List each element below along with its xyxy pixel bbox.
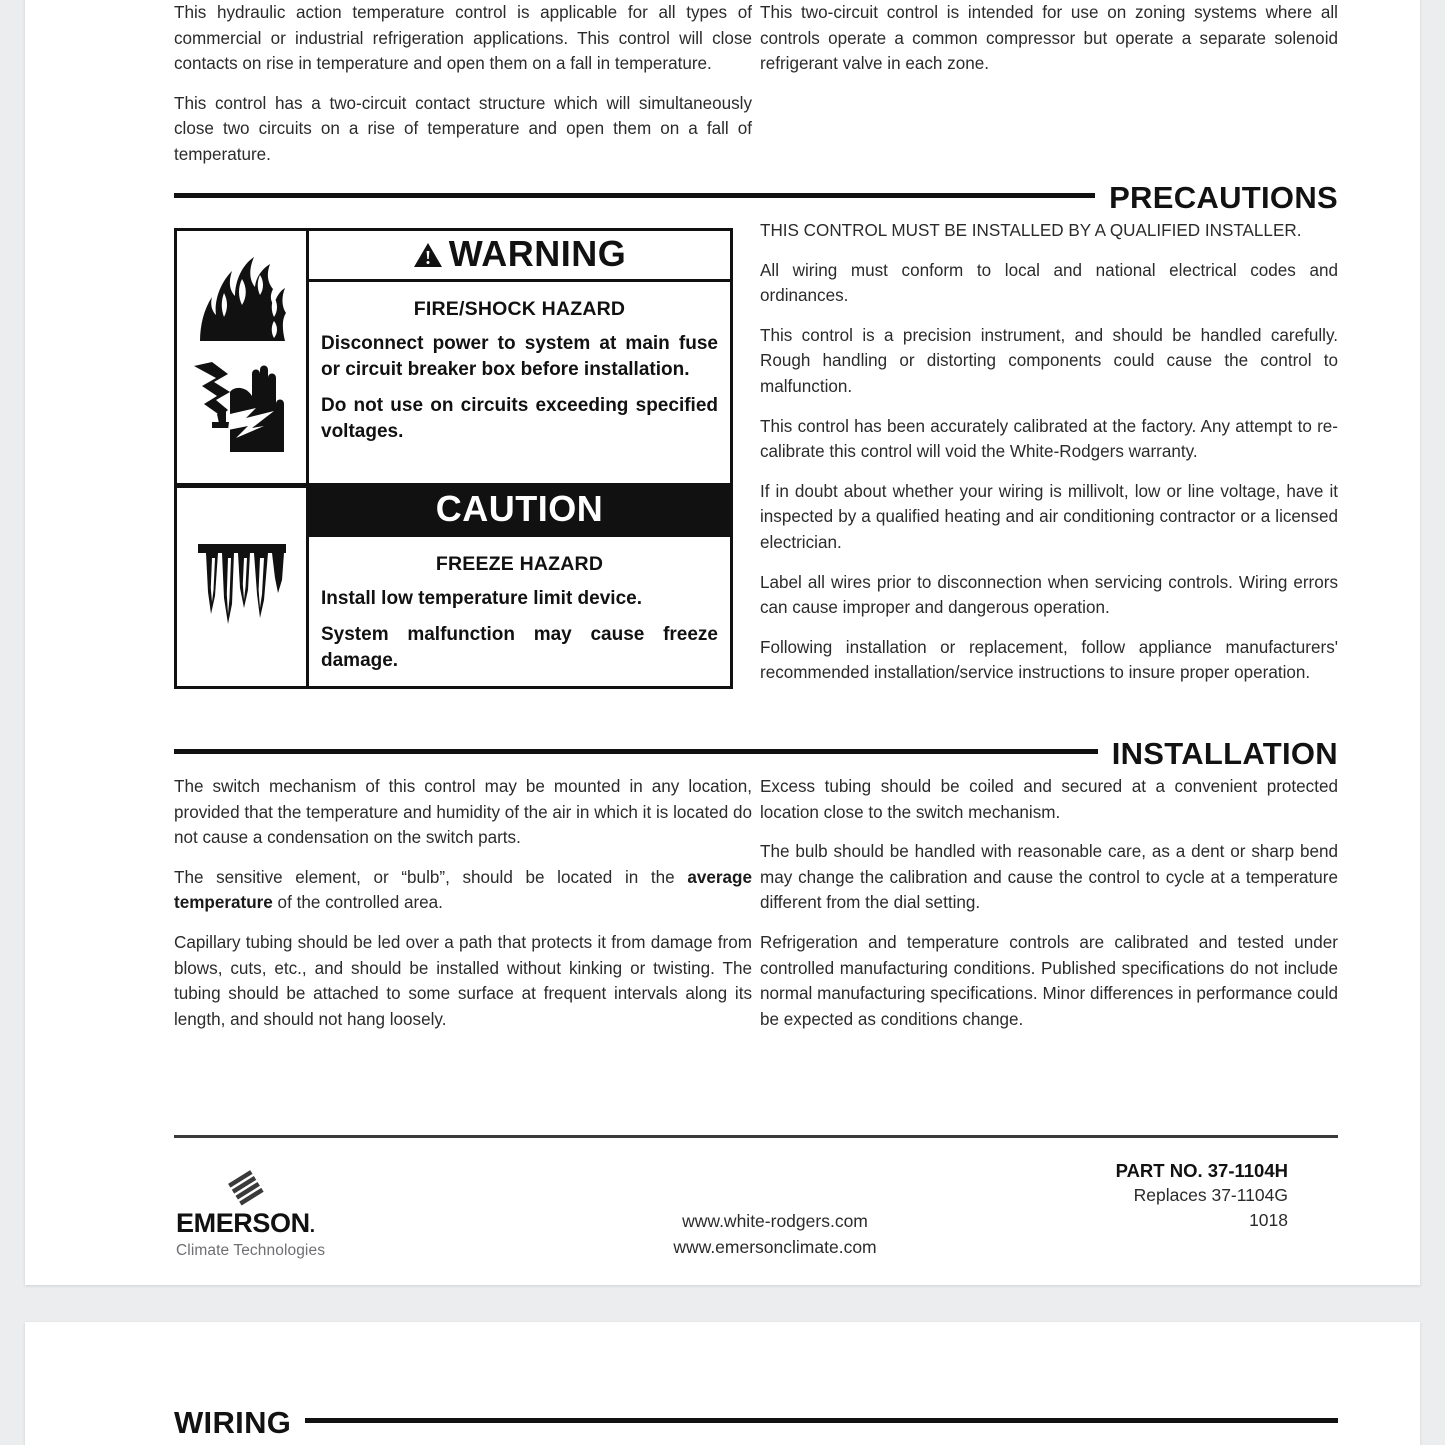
warning-safety-box xyxy=(174,228,733,486)
section-rule xyxy=(174,749,1098,754)
electric-shock-hand-icon xyxy=(190,356,294,461)
document-page-2 xyxy=(25,1322,1420,1445)
warning-icon-cell xyxy=(177,231,309,483)
intro-right-column xyxy=(760,0,1338,77)
installation-bulb-paragraph xyxy=(174,865,752,916)
emerson-logo xyxy=(176,1168,325,1260)
caution-safety-box xyxy=(174,485,733,689)
precautions-paragraph: This control has been accurately calibrated at the factory. Any attempt to re-calibrate this control will void the White-Rodgers warranty. xyxy=(760,416,1338,462)
precautions-paragraph: THIS CONTROL MUST BE INSTALLED BY A QUALIFIED INSTALLER. xyxy=(760,221,1302,240)
document-page-1 xyxy=(25,0,1420,1285)
installation-paragraph: The bulb should be handled with reasonable care, as a dent or sharp bend may change the calibration and cause the control to cycle at a temperature different from the dial setting. xyxy=(760,842,1338,913)
emerson-diamond-icon xyxy=(226,1168,266,1208)
section-title: WIRING xyxy=(174,1405,292,1440)
part-replaces: Replaces 37-1104G xyxy=(1133,1185,1288,1205)
section-header-precautions xyxy=(174,182,1338,213)
url-white-rodgers[interactable]: www.white-rodgers.com xyxy=(682,1211,868,1231)
installation-left-column xyxy=(174,774,752,1032)
installation-right-column xyxy=(760,774,1338,1032)
intro-paragraph: This two-circuit control is intended for use on zoning systems where all controls operate a common compressor but operate a separate solenoid refrigerant valve in each zone. xyxy=(760,3,1338,74)
warning-body xyxy=(309,231,730,483)
footer-divider xyxy=(174,1135,1338,1138)
warning-hazard-lines xyxy=(309,331,730,483)
precautions-paragraph: Following installation or replacement, follow appliance manufacturers' recommended installation/service instructions to insure proper operation. xyxy=(760,637,1338,683)
caution-icon-cell xyxy=(177,488,309,686)
installation-paragraph: Capillary tubing should be led over a path that protects it from damage from blows, cuts, etc., and should be installed without kinking or twisting. The tubing should be attached to some surface at frequent intervals along its length, and should not hang loosely. xyxy=(174,932,752,1029)
footer-urls xyxy=(545,1208,1005,1260)
warning-banner-label: WARNING xyxy=(448,233,627,274)
emerson-wordmark-dot: . xyxy=(309,1216,315,1237)
precautions-paragraph: All wiring must conform to local and national electrical codes and ordinances. xyxy=(760,260,1338,306)
bulb-text-before: The sensitive element, or “bulb”, should be located in the xyxy=(174,867,688,887)
intro-paragraph: This control has a two-circuit contact structure which will simultaneously close two circuits on a rise of temperature and open them on a fall of temperature. xyxy=(174,93,752,164)
caution-hazard-lines xyxy=(309,586,730,686)
caution-body xyxy=(309,488,730,686)
precautions-paragraph: Label all wires prior to disconnection when servicing controls. Wiring errors can cause improper and dangerous operation. xyxy=(760,572,1338,618)
section-rule xyxy=(305,1418,1338,1423)
section-title: INSTALLATION xyxy=(1111,736,1338,771)
caution-hazard-title: FREEZE HAZARD xyxy=(435,552,604,575)
warning-line: Disconnect power to system at main fuse or circuit breaker box before installation. xyxy=(321,332,718,380)
section-rule xyxy=(174,193,1095,198)
caution-line: System malfunction may cause freeze damage. xyxy=(321,623,718,671)
bulb-text-after: of the controlled area. xyxy=(272,893,443,913)
caution-banner xyxy=(309,488,730,537)
section-title: PRECAUTIONS xyxy=(1109,180,1338,215)
warning-hazard-title: FIRE/SHOCK HAZARD xyxy=(413,297,626,320)
warning-banner xyxy=(309,231,730,282)
caution-line: Install low temperature limit device. xyxy=(321,587,642,609)
emerson-wordmark xyxy=(176,1210,325,1237)
url-emerson-climate[interactable]: www.emersonclimate.com xyxy=(673,1237,877,1257)
section-header-installation xyxy=(174,738,1338,769)
emerson-tagline: Climate Technologies xyxy=(176,1242,326,1259)
intro-paragraph: This hydraulic action temperature control is applicable for all types of commercial or industrial refrigeration applications. This control will close contacts on rise in temperature and open them on a fall in temperature. xyxy=(174,3,752,74)
bulb-emphasis: average temperature xyxy=(174,867,752,913)
installation-paragraph: Refrigeration and temperature controls are calibrated and tested under controlled manufacturing conditions. Published specifications do not include normal manufacturing specifications. Minor differences in performance could be expected as conditions change. xyxy=(760,932,1338,1029)
part-number: PART NO. 37-1104H xyxy=(1115,1160,1288,1181)
flame-icon xyxy=(194,253,290,348)
precautions-paragraph: If in doubt about whether your wiring is millivolt, low or line voltage, have it inspected by a qualified heating and air conditioning contractor or a licensed electrician. xyxy=(760,481,1338,552)
part-code: 1018 xyxy=(1249,1210,1288,1230)
footer-part-number-block xyxy=(1116,1158,1288,1233)
warning-triangle-icon xyxy=(413,242,443,268)
section-header-wiring xyxy=(174,1407,1338,1438)
emerson-wordmark-text: EMERSON xyxy=(176,1208,310,1238)
precautions-paragraph: This control is a precision instrument, and should be handled carefully. Rough handling or distorting components could cause the control to malfunction. xyxy=(760,325,1338,396)
warning-line: Do not use on circuits exceeding specified voltages. xyxy=(321,394,718,442)
intro-left-column xyxy=(174,0,752,168)
installation-paragraph: The switch mechanism of this control may be mounted in any location, provided that the temperature and humidity of the air in which it is located do not cause a condensation on the switch parts. xyxy=(174,777,752,848)
precautions-text-column xyxy=(760,218,1338,686)
installation-paragraph: Excess tubing should be coiled and secured at a convenient protected location close to the switch mechanism. xyxy=(760,777,1338,822)
caution-banner-label: CAUTION xyxy=(435,488,604,529)
icicle-freeze-icon xyxy=(192,538,292,635)
